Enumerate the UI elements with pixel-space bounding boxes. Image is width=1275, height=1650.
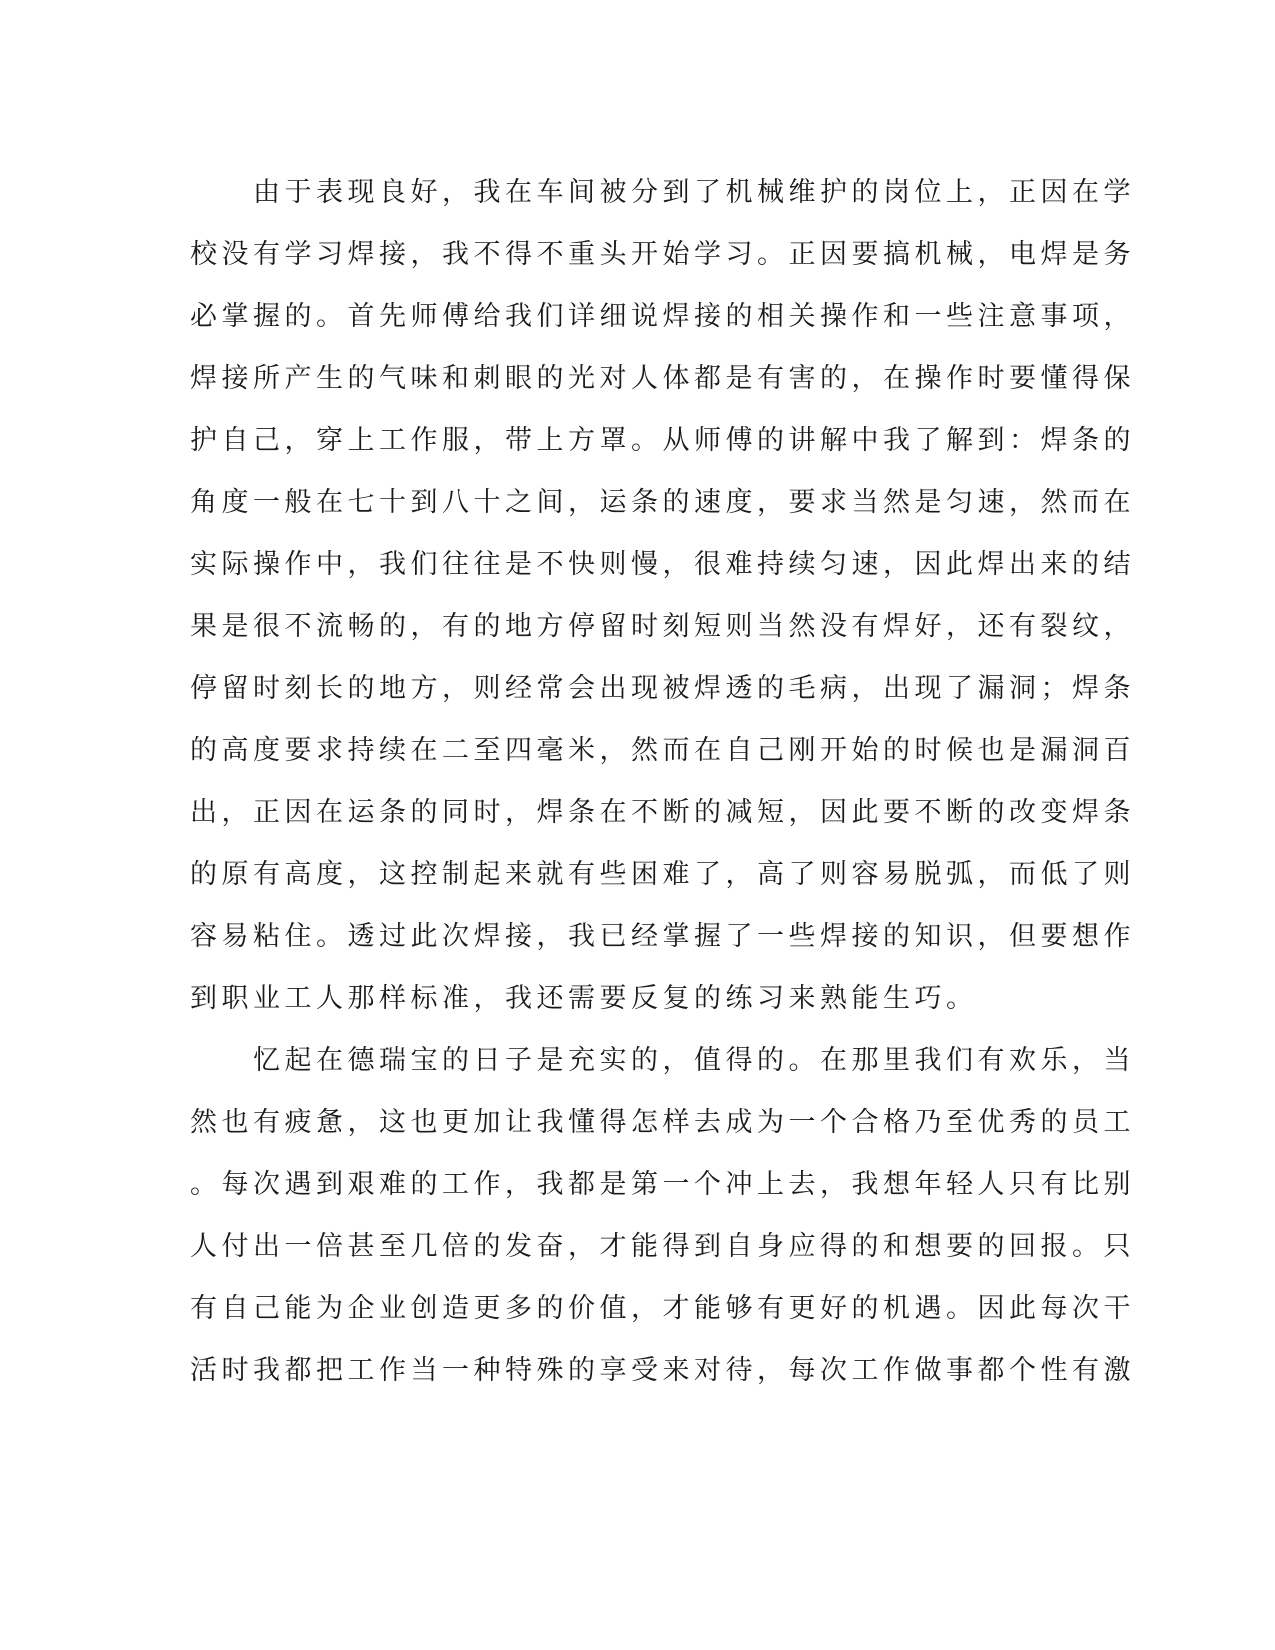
text-line: 实际操作中，我们往往是不快则慢，很难持续匀速，因此焊出来的结 <box>190 549 1135 580</box>
text-line: 停留时刻长的地方，则经常会出现被焊透的毛病，出现了漏洞；焊条 <box>190 673 1135 704</box>
text-line: 角度一般在七十到八十之间，运条的速度，要求当然是匀速，然而在 <box>190 487 1135 518</box>
text-line: 有自己能为企业创造更多的价值，才能够有更好的机遇。因此每次干 <box>190 1293 1135 1324</box>
text-line: 焊接所产生的气味和刺眼的光对人体都是有害的，在操作时要懂得保 <box>190 363 1135 394</box>
text-line: 人付出一倍甚至几倍的发奋，才能得到自身应得的和想要的回报。只 <box>190 1231 1135 1262</box>
body-text <box>190 162 1135 1402</box>
text-line: 由于表现良好，我在车间被分到了机械维护的岗位上，正因在学 <box>190 177 1135 208</box>
text-line: 校没有学习焊接，我不得不重头开始学习。正因要搞机械，电焊是务 <box>190 239 1135 270</box>
text-line: 出，正因在运条的同时，焊条在不断的减短，因此要不断的改变焊条 <box>190 797 1135 828</box>
text-line: 的高度要求持续在二至四毫米，然而在自己刚开始的时候也是漏洞百 <box>190 735 1135 766</box>
text-line: 必掌握的。首先师傅给我们详细说焊接的相关操作和一些注意事项， <box>190 301 1135 332</box>
text-line: 容易粘住。透过此次焊接，我已经掌握了一些焊接的知识，但要想作 <box>190 921 1135 952</box>
text-line: 到职业工人那样标准，我还需要反复的练习来熟能生巧。 <box>190 983 978 1014</box>
text-line: 的原有高度，这控制起来就有些困难了，高了则容易脱弧，而低了则 <box>190 859 1135 890</box>
text-line: 。每次遇到艰难的工作，我都是第一个冲上去，我想年轻人只有比别 <box>190 1169 1135 1200</box>
text-line: 护自己，穿上工作服，带上方罩。从师傅的讲解中我了解到：焊条的 <box>190 425 1135 456</box>
text-line: 然也有疲惫，这也更加让我懂得怎样去成为一个合格乃至优秀的员工 <box>190 1107 1135 1138</box>
text-line: 活时我都把工作当一种特殊的享受来对待，每次工作做事都个性有激 <box>190 1355 1135 1386</box>
text-line: 忆起在德瑞宝的日子是充实的，值得的。在那里我们有欢乐，当 <box>190 1045 1135 1076</box>
text-line: 果是很不流畅的，有的地方停留时刻短则当然没有焊好，还有裂纹， <box>190 611 1135 642</box>
